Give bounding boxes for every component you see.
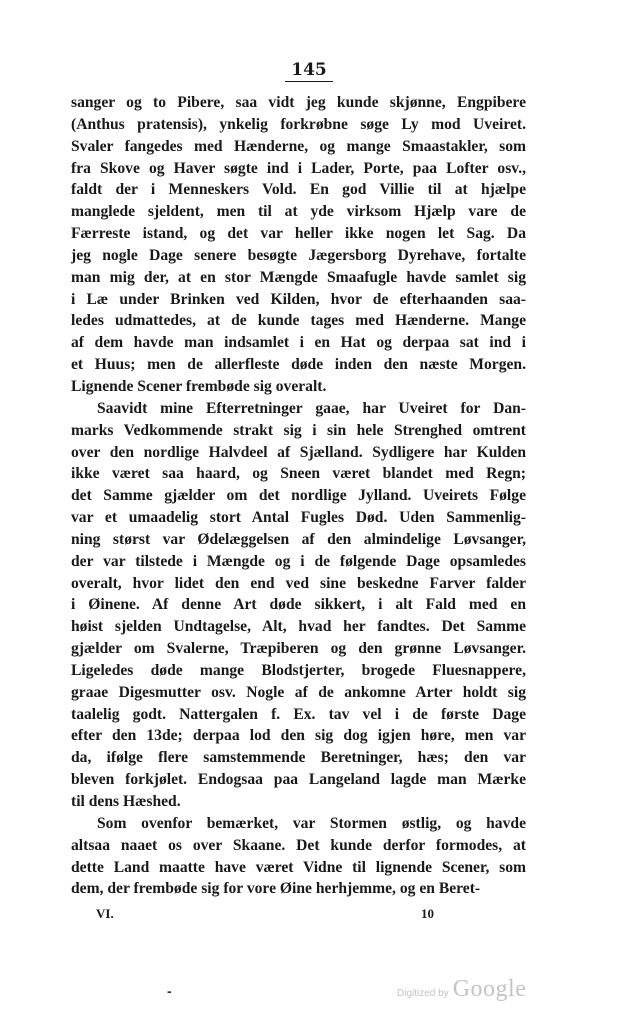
text-line: til dens Hæshed. [71,793,181,810]
google-logo: Google [452,976,527,1002]
text-line: jeg nogle Dage senere besøgte Jægersborg Dyrehave, fortalte [71,246,526,264]
text-line: ikke været saa haard, og Sneen været blandet med Regn; [71,465,526,483]
text-line: af dem havde man indsamlet i en Hat og derpaa sat ind i [71,334,526,352]
text-line: efter den 13de; derpaa lod den sig dog igjen høre, men var [71,727,526,745]
bottom-mark: - [167,983,172,999]
watermark-prefix: Digitized by [397,988,449,999]
text-line: Ligeledes døde mange Blodstjerter, brogede Fluesnappere, [71,661,526,679]
text-line: Færreste istand, og det var heller ikke nogen let Sag. Da [71,225,526,243]
page-number-text: 145 [285,60,333,82]
text-line: man mig der, at en stor Mængde Smaafugle havde samlet sig [71,268,526,286]
text-line: altsaa naaet os over Skaane. Det kunde derfor formodes, at [71,836,526,854]
text-line: der var tilstede i Mængde og i de følgende Dage opsamledes [71,552,526,570]
text-line: gjælder om Svalerne, Træpiberen og den grønne Løvsanger. [71,640,526,658]
signature-mark-right: 10 [421,906,434,921]
text-line: ledes udmattedes, at de kunde tages med Hænderne. Mange [71,312,526,330]
paragraph [71,813,526,900]
text-line: Lignende Scener frembøde sig overalt. [71,377,327,395]
text-line: i Læ under Brinken ved Kilden, hvor de efterhaanden saa- [71,290,526,308]
text-line: (Anthus pratensis), ynkelig forkrøbne søge Ly mod Uveiret. [71,115,526,133]
text-line: manglede sjeldent, men til at yde virksom Hjælp vare de [71,203,526,221]
paragraph [71,92,526,398]
text-line: Svaler fangedes med Hænderne, og mange Smaastakler, som [71,137,526,155]
signature-mark-left: VI. [96,906,114,921]
text-line: taalelig godt. Nattergalen f. Ex. tav vel i de første Dage [71,705,526,723]
text-line: overalt, hvor lidet den end ved sine beskedne Farver falder [71,574,526,592]
text-line: dem, der frembøde sig for vore Øine herhjemme, og en Beret- [71,880,481,898]
text-line: marks Vedkommende strakt sig i sin hele Strenghed omtrent [71,421,526,439]
text-line: et Huus; men de allerfleste døde inden den næste Morgen. [71,356,526,374]
text-line: Saavidt mine Efterretninger gaae, har Uveiret for Dan- [97,399,526,417]
paragraph [71,398,526,813]
text-line: Som ovenfor bemærket, var Stormen østlig, og havde [97,814,526,832]
text-line: over den nordlige Halvdeel af Sjælland. Sydligere har Kulden [71,443,526,461]
text-line: høist sjelden Undtagelse, Alt, hvad her fandtes. Det Samme [71,618,526,636]
page-number [0,60,618,82]
body-text [71,92,526,900]
text-line: det Samme gjælder om det nordlige Jylland. Uveirets Følge [71,487,526,505]
text-line: graae Digesmutter osv. Nogle af de ankomne Arter holdt sig [71,683,526,701]
digitized-watermark [397,976,526,1003]
text-line: var et umaadelig stort Antal Fugles Død. Uden Sammenlig- [71,509,526,527]
text-line: dette Land maatte have været Vidne til lignende Scener, som [71,858,526,876]
text-line: i Øinene. Af denne Art døde sikkert, i alt Fald med en [71,596,526,614]
text-line: faldt der i Menneskers Vold. En god Villie til at hjælpe [71,181,526,199]
text-line: da, ifølge flere samstemmende Beretninger, hæs; den var [71,749,526,767]
text-line: bleven forkjølet. Endogsaa paa Langeland lagde man Mærke [71,771,526,789]
text-line: ning størst var Ødelæggelsen af den almindelige Løvsanger, [71,530,526,548]
text-line: fra Skove og Haver søgte ind i Lader, Porte, paa Lofter osv., [71,159,526,177]
text-line: sanger og to Pibere, saa vidt jeg kunde skjønne, Engpibere [71,94,526,111]
